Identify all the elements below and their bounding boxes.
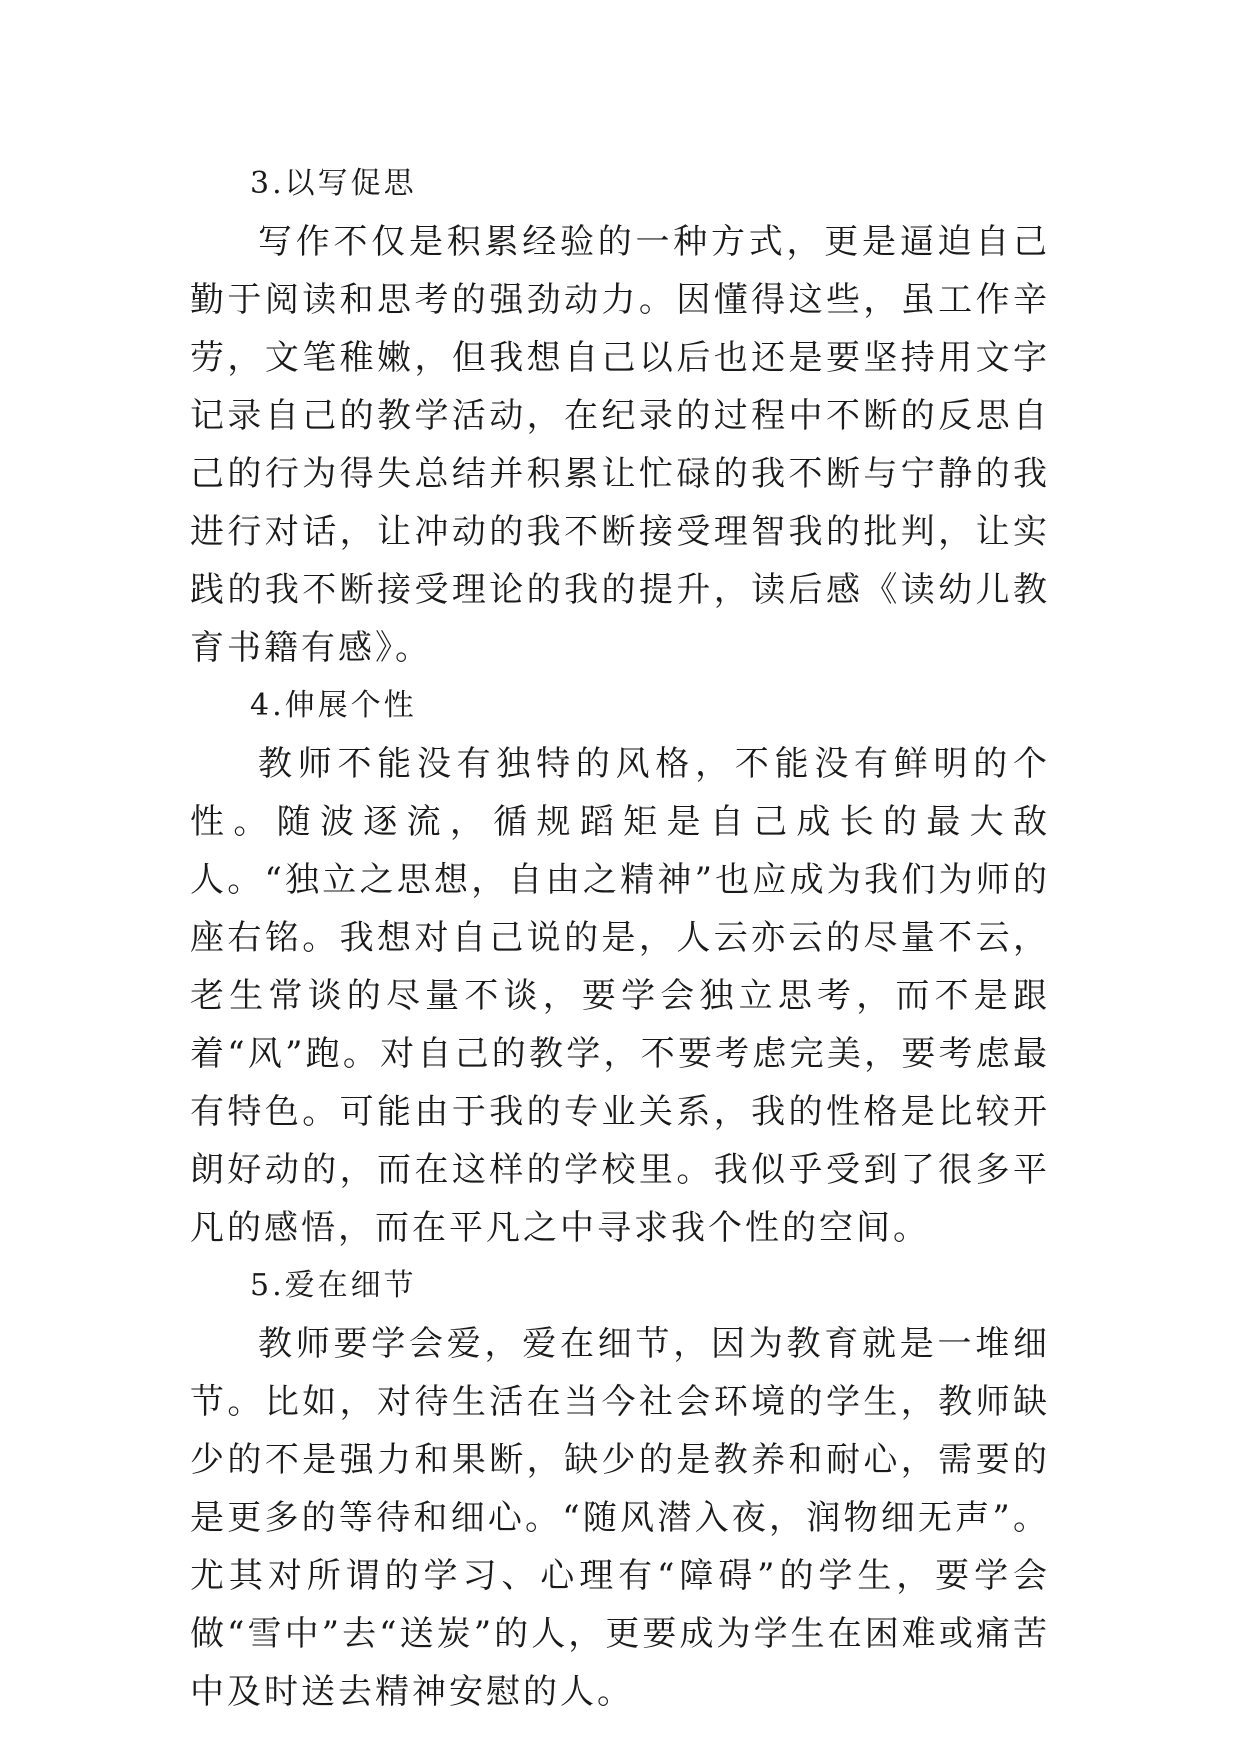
section-paragraph: 教师不能没有独特的风格，不能没有鲜明的个性。随波逐流，循规蹈矩是自己成长的最大敌人。“独立之思想，自由之精神”也应成为我们为师的座右铭。我想对自己说的是，人云亦云的尽量不云，老生常谈的尽量不谈，要学会独立思考，而不是跟着“风”跑。对自己的教学，不要考虑完美，要考虑最有特色。可能由于我的专业关系，我的性格是比较开朗好动的，而在这样的学校里。我似乎受到了很多平凡的感悟，而在平凡之中寻求我个性的空间。 [190,744,1050,1248]
section-heading: 3.以写促思 [250,166,417,201]
section-heading: 4.伸展个性 [250,688,417,723]
document-body [190,155,1050,1721]
section-paragraph: 写作不仅是积累经验的一种方式，更是逼迫自己勤于阅读和思考的强劲动力。因懂得这些，虽工作辛劳，文笔稚嫩，但我想自己以后也还是要坚持用文字记录自己的教学活动，在纪录的过程中不断的反思自己的行为得失总结并积累让忙碌的我不断与宁静的我进行对话，让冲动的我不断接受理智我的批判，让实践的我不断接受理论的我的提升，读后感《读幼儿教育书籍有感》。 [190,222,1050,668]
section-heading: 5.爱在细节 [250,1268,417,1303]
section-paragraph: 教师要学会爱，爱在细节，因为教育就是一堆细节。比如，对待生活在当今社会环境的学生，教师缺少的不是强力和果断，缺少的是教养和耐心，需要的是更多的等待和细心。“随风潜入夜，润物细无声”。尤其对所谓的学习、心理有“障碍”的学生，要学会做“雪中”去“送炭”的人，更要成为学生在困难或痛苦中及时送去精神安慰的人。 [190,1324,1050,1712]
